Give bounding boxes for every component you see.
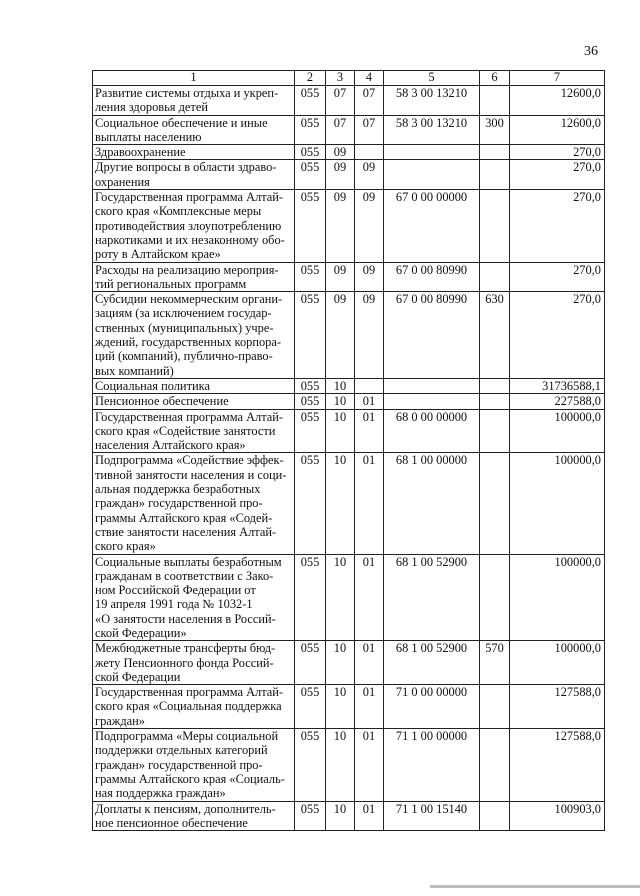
section-code-cell: 09 bbox=[326, 160, 355, 190]
expense-type-cell bbox=[480, 160, 510, 190]
table-row bbox=[93, 685, 605, 729]
target-item-cell: 68 1 00 52900 bbox=[384, 554, 480, 641]
expense-type-cell bbox=[480, 145, 510, 160]
expense-type-cell: 630 bbox=[480, 292, 510, 379]
section-code-cell: 10 bbox=[326, 453, 355, 554]
subsection-code-cell: 01 bbox=[355, 729, 384, 801]
section-code-cell: 10 bbox=[326, 685, 355, 729]
expense-type-cell bbox=[480, 409, 510, 453]
column-header: 5 bbox=[384, 71, 480, 86]
amount-cell: 100000,0 bbox=[510, 641, 605, 685]
table-row bbox=[93, 453, 605, 554]
subsection-code-cell: 01 bbox=[355, 801, 384, 831]
amount-cell: 270,0 bbox=[510, 145, 605, 160]
subsection-code-cell: 09 bbox=[355, 160, 384, 190]
ministry-code-cell: 055 bbox=[295, 453, 326, 554]
amount-cell: 100903,0 bbox=[510, 801, 605, 831]
column-header: 2 bbox=[295, 71, 326, 86]
subsection-code-cell: 01 bbox=[355, 394, 384, 409]
target-item-cell bbox=[384, 145, 480, 160]
subsection-code-cell: 09 bbox=[355, 292, 384, 379]
row-name-cell: Государственная программа Алтай- ского края «Социальная поддержка граждан» bbox=[93, 685, 295, 729]
section-code-cell: 09 bbox=[326, 292, 355, 379]
subsection-code-cell: 09 bbox=[355, 262, 384, 292]
ministry-code-cell: 055 bbox=[295, 262, 326, 292]
page-number: 36 bbox=[584, 44, 598, 59]
row-name-cell: Субсидии некоммерческим органи- зациям (за исключением государ- ственных (муниципальных) учре- ждений, государственных корпора- ций (компаний), публично-право- вых компаний) bbox=[93, 292, 295, 379]
target-item-cell: 58 3 00 13210 bbox=[384, 115, 480, 145]
subsection-code-cell: 01 bbox=[355, 641, 384, 685]
section-code-cell: 10 bbox=[326, 554, 355, 641]
section-code-cell: 10 bbox=[326, 378, 355, 393]
expense-type-cell bbox=[480, 554, 510, 641]
table-row bbox=[93, 801, 605, 831]
expense-type-cell bbox=[480, 190, 510, 262]
row-name-cell: Подпрограмма «Меры социальной поддержки отдельных категорий граждан» государственной про- граммы Алтайского края «Социаль- ная поддержка граждан» bbox=[93, 729, 295, 801]
target-item-cell: 68 1 00 52900 bbox=[384, 641, 480, 685]
row-name-cell: Государственная программа Алтай- ского края «Содействие занятости населения Алтайского края» bbox=[93, 409, 295, 453]
table-row bbox=[93, 115, 605, 145]
expense-type-cell bbox=[480, 262, 510, 292]
target-item-cell bbox=[384, 378, 480, 393]
amount-cell: 100000,0 bbox=[510, 554, 605, 641]
column-header: 7 bbox=[510, 71, 605, 86]
subsection-code-cell: 01 bbox=[355, 554, 384, 641]
row-name-cell: Доплаты к пенсиям, дополнитель- ное пенсионное обеспечение bbox=[93, 801, 295, 831]
table-row bbox=[93, 641, 605, 685]
subsection-code-cell: 07 bbox=[355, 115, 384, 145]
section-code-cell: 10 bbox=[326, 409, 355, 453]
ministry-code-cell: 055 bbox=[295, 641, 326, 685]
section-code-cell: 07 bbox=[326, 86, 355, 116]
section-code-cell: 09 bbox=[326, 262, 355, 292]
column-header: 6 bbox=[480, 71, 510, 86]
column-header: 1 bbox=[93, 71, 295, 86]
amount-cell: 270,0 bbox=[510, 262, 605, 292]
subsection-code-cell: 07 bbox=[355, 86, 384, 116]
section-code-cell: 07 bbox=[326, 115, 355, 145]
expense-type-cell bbox=[480, 86, 510, 116]
amount-cell: 270,0 bbox=[510, 292, 605, 379]
amount-cell: 100000,0 bbox=[510, 453, 605, 554]
ministry-code-cell: 055 bbox=[295, 801, 326, 831]
ministry-code-cell: 055 bbox=[295, 145, 326, 160]
budget-table bbox=[92, 70, 605, 831]
ministry-code-cell: 055 bbox=[295, 409, 326, 453]
row-name-cell: Государственная программа Алтай- ского края «Комплексные меры противодействия злоупотреблению наркотиками и их незаконному обо- роту в Алтайском крае» bbox=[93, 190, 295, 262]
target-item-cell: 71 0 00 00000 bbox=[384, 685, 480, 729]
row-name-cell: Развитие системы отдыха и укреп- ления здоровья детей bbox=[93, 86, 295, 116]
target-item-cell: 68 0 00 00000 bbox=[384, 409, 480, 453]
target-item-cell: 58 3 00 13210 bbox=[384, 86, 480, 116]
target-item-cell: 68 1 00 00000 bbox=[384, 453, 480, 554]
expense-type-cell bbox=[480, 378, 510, 393]
table-row bbox=[93, 190, 605, 262]
ministry-code-cell: 055 bbox=[295, 685, 326, 729]
target-item-cell: 67 0 00 80990 bbox=[384, 262, 480, 292]
table-row bbox=[93, 145, 605, 160]
ministry-code-cell: 055 bbox=[295, 394, 326, 409]
table-row bbox=[93, 292, 605, 379]
table-row bbox=[93, 160, 605, 190]
section-code-cell: 09 bbox=[326, 145, 355, 160]
amount-cell: 270,0 bbox=[510, 160, 605, 190]
table-row bbox=[93, 729, 605, 801]
ministry-code-cell: 055 bbox=[295, 554, 326, 641]
subsection-code-cell bbox=[355, 145, 384, 160]
expense-type-cell bbox=[480, 729, 510, 801]
column-header: 4 bbox=[355, 71, 384, 86]
subsection-code-cell bbox=[355, 378, 384, 393]
expense-type-cell bbox=[480, 801, 510, 831]
section-code-cell: 10 bbox=[326, 394, 355, 409]
row-name-cell: Социальное обеспечение и иные выплаты населению bbox=[93, 115, 295, 145]
row-name-cell: Здравоохранение bbox=[93, 145, 295, 160]
ministry-code-cell: 055 bbox=[295, 115, 326, 145]
subsection-code-cell: 09 bbox=[355, 190, 384, 262]
row-name-cell: Пенсионное обеспечение bbox=[93, 394, 295, 409]
ministry-code-cell: 055 bbox=[295, 729, 326, 801]
table-row bbox=[93, 262, 605, 292]
header-row bbox=[93, 71, 605, 86]
expense-type-cell bbox=[480, 685, 510, 729]
ministry-code-cell: 055 bbox=[295, 378, 326, 393]
amount-cell: 100000,0 bbox=[510, 409, 605, 453]
amount-cell: 127588,0 bbox=[510, 729, 605, 801]
table-row bbox=[93, 409, 605, 453]
row-name-cell: Межбюджетные трансферты бюд- жету Пенсионного фонда Россий- ской Федерации bbox=[93, 641, 295, 685]
expense-type-cell: 300 bbox=[480, 115, 510, 145]
target-item-cell: 71 1 00 00000 bbox=[384, 729, 480, 801]
section-code-cell: 10 bbox=[326, 641, 355, 685]
target-item-cell bbox=[384, 394, 480, 409]
amount-cell: 270,0 bbox=[510, 190, 605, 262]
table-row bbox=[93, 378, 605, 393]
subsection-code-cell: 01 bbox=[355, 453, 384, 554]
subsection-code-cell: 01 bbox=[355, 409, 384, 453]
table-body bbox=[93, 86, 605, 831]
ministry-code-cell: 055 bbox=[295, 190, 326, 262]
expense-type-cell: 570 bbox=[480, 641, 510, 685]
table-row bbox=[93, 86, 605, 116]
row-name-cell: Социальные выплаты безработным гражданам в соответствии с Зако- ном Российской Федерации от 19 апреля 1991 года № 1032-1 «О занятости населения в Россий- ской Федерации» bbox=[93, 554, 295, 641]
ministry-code-cell: 055 bbox=[295, 292, 326, 379]
ministry-code-cell: 055 bbox=[295, 160, 326, 190]
table-row bbox=[93, 394, 605, 409]
expense-type-cell bbox=[480, 453, 510, 554]
amount-cell: 12600,0 bbox=[510, 86, 605, 116]
scan-edge-line bbox=[430, 885, 640, 888]
subsection-code-cell: 01 bbox=[355, 685, 384, 729]
section-code-cell: 10 bbox=[326, 801, 355, 831]
amount-cell: 12600,0 bbox=[510, 115, 605, 145]
row-name-cell: Подпрограмма «Содействие эффек- тивной занятости населения и соци- альная поддержка безработных граждан» государственной про- граммы Алтайского края «Содей- ствие занятости населения Алтай- ского края» bbox=[93, 453, 295, 554]
amount-cell: 227588,0 bbox=[510, 394, 605, 409]
section-code-cell: 09 bbox=[326, 190, 355, 262]
row-name-cell: Расходы на реализацию мероприя- тий региональных программ bbox=[93, 262, 295, 292]
row-name-cell: Другие вопросы в области здраво- охранения bbox=[93, 160, 295, 190]
target-item-cell bbox=[384, 160, 480, 190]
amount-cell: 127588,0 bbox=[510, 685, 605, 729]
column-header: 3 bbox=[326, 71, 355, 86]
table-row bbox=[93, 554, 605, 641]
expense-type-cell bbox=[480, 394, 510, 409]
section-code-cell: 10 bbox=[326, 729, 355, 801]
target-item-cell: 71 1 00 15140 bbox=[384, 801, 480, 831]
ministry-code-cell: 055 bbox=[295, 86, 326, 116]
amount-cell: 31736588,1 bbox=[510, 378, 605, 393]
target-item-cell: 67 0 00 00000 bbox=[384, 190, 480, 262]
target-item-cell: 67 0 00 80990 bbox=[384, 292, 480, 379]
row-name-cell: Социальная политика bbox=[93, 378, 295, 393]
